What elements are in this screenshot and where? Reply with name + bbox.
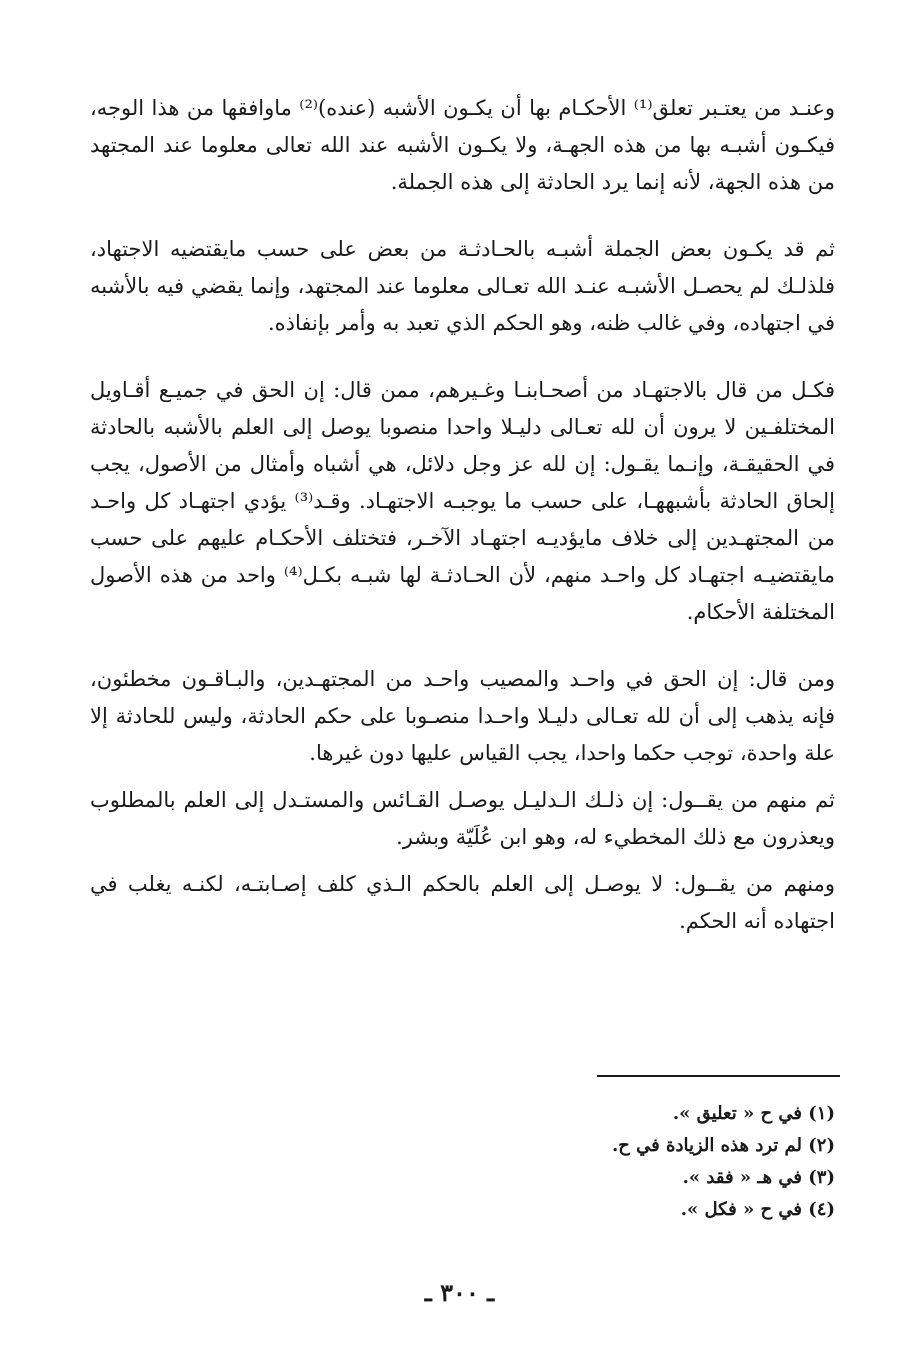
paragraph-2: ثم قد يكـون بعض الجملة أشبـه بالحـادثـة من بعض على حسب مايقتضيه الاجتهاد، فلذلـك لم يحصـل الأشبـه عنـد الله تعـالى معلوما عند المجتهد، وإنما يقضي فيه بالأشبه في اجتهاده، وفي غالب ظنه، وهو الحكم الذي تعبد به وأمر بإنفاذه. [90, 237, 835, 335]
paragraph-1: وعنـد من يعتـبر تعلق⁽¹⁾ الأحكـام بها أن يكـون الأشبه (عنده)⁽²⁾ ماوافقها من هذا الوجه، فيكـون أشبـه بها من هذه الجهـة، ولا يكـون الأشبه عند الله تعالى معلوما عند المجتهد من هذه الجهة، لأنه إنما يرد الحادثة إلى هذه الجملة. [90, 96, 835, 194]
footnotes [235, 1098, 835, 1226]
footnote-divider [597, 1075, 840, 1077]
footnote-1: (١) في ح « تعليق ». [672, 1103, 835, 1124]
page-number: ـ ٣٠٠ ـ [424, 1278, 495, 1307]
paragraph-5: ثم منهم من يقــول: إن ذلـك الـدليـل يوصـل القـائس والمستـدل إلى العلم بالمطلوب ويعذرون مع ذلك المخطيء له، وهو ابن عُلَيّة وبشر. [90, 788, 835, 849]
footnote-2: (٢) لم ترد هذه الزيادة في ح. [612, 1135, 835, 1156]
paragraph-4: ومن قال: إن الحق في واحـد والمصيب واحـد من المجتهـدين، والبـاقـون مخطئون، فإنه يذهب إلى أن لله تعـالى دليـلا واحـدا منصـوبا على حكم الحادثة، وليس للحادثة إلا علة واحدة، توجب حكما واحدا، يجب القياس عليها دون غيرها. [90, 667, 835, 765]
footnote-3: (٣) في هـ « فقد ». [682, 1167, 835, 1188]
footnote-4: (٤) في ح « فكل ». [680, 1199, 835, 1220]
page-body [90, 90, 835, 940]
paragraph-6: ومنهم من يقــول: لا يوصـل إلى العلم بالحكم الـذي كلف إصـابتـه، لكنـه يغلب في اجتهاده أنه الحكم. [90, 872, 835, 933]
paragraph-3: فكـل من قال بالاجتهـاد من أصحـابنـا وغـيرهم، ممن قال: إن الحق في جميـع أقـاويل المختلفـين لا يرون أن لله تعـالى دليـلا واحدا منصوبا يوصل إلى العلم بالأشبه بالحادثة في الحقيقـة، وإنـما يقـول: إن لله عز وجل دلائل، هي أشباه وأمثال من الأصول، يجب إلحاق الحادثة بأشبههـا، على حسب ما يوجبـه الاجتهـاد. وقـد⁽³⁾ يؤدي اجتهـاد كل واحـد من المجتهـدين إلى خلاف مايؤديـه اجتهـاد الآخـر، فتختلف الأحكـام عليهم على حسب مايقتضيـه اجتهـاد كل واحـد منهم، لأن الحـادثـة لها شبـه بكـل⁽⁴⁾ واحد من هذه الأصول المختلفة الأحكام. [90, 378, 835, 624]
